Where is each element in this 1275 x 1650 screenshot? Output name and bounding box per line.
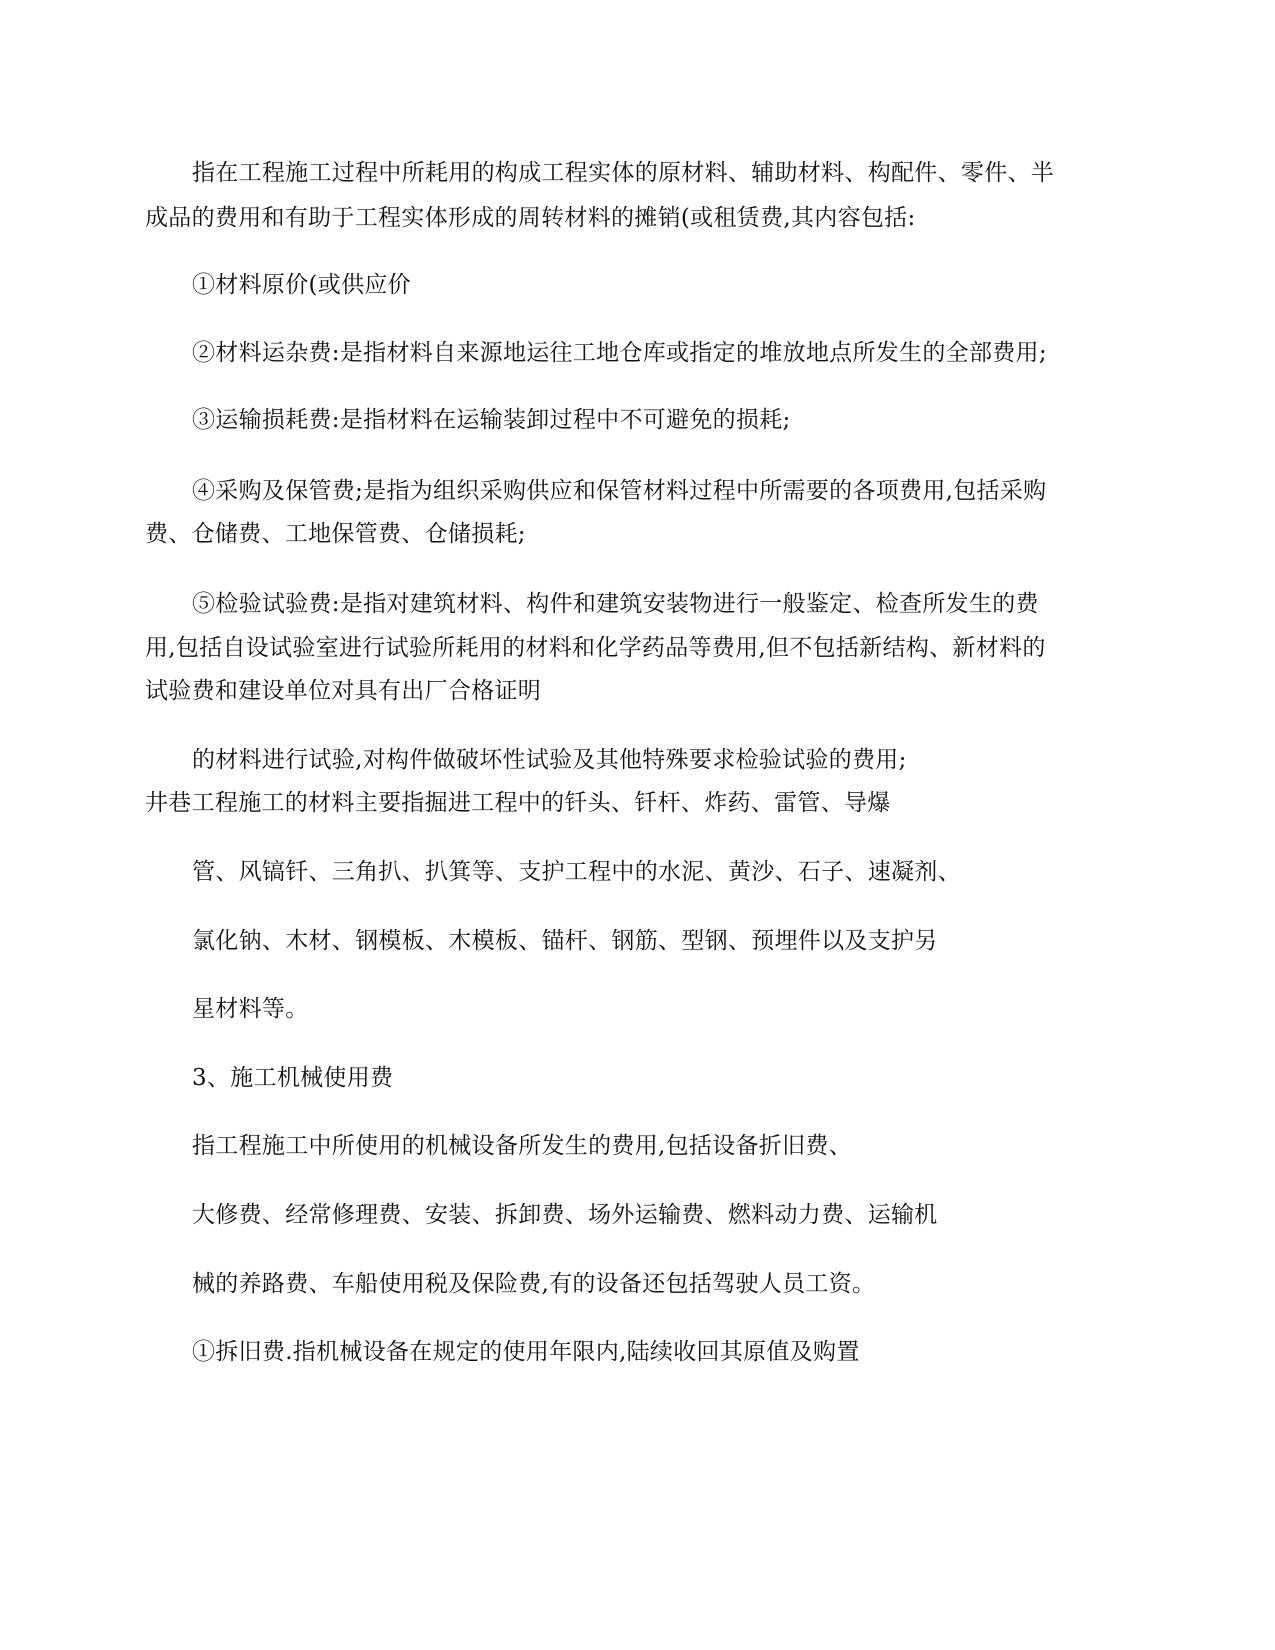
list-item-line: 试验费和建设单位对具有出厂合格证明 (145, 678, 542, 704)
paragraph-line: 的材料进行试验,对构件做破坏性试验及其他特殊要求检验试验的费用; (192, 747, 907, 773)
list-item-line: ②材料运杂费:是指材料自来源地运往工地仓库或指定的堆放地点所发生的全部费用; (192, 340, 1047, 366)
paragraph-line: 星材料等。 (192, 996, 309, 1022)
list-item-line: ①拆旧费.指机械设备在规定的使用年限内,陆续收回其原值及购置 (192, 1339, 860, 1365)
list-item-line: 费、仓储费、工地保管费、仓储损耗; (145, 521, 526, 547)
list-item-line: ⑤检验试验费:是指对建筑材料、构件和建筑安装物进行一般鉴定、检查所发生的费 (192, 591, 1039, 617)
paragraph-line: 指在工程施工过程中所耗用的构成工程实体的原材料、辅助材料、构配件、零件、半 (192, 160, 1055, 186)
paragraph-line: 大修费、经常修理费、安装、拆卸费、场外运输费、燃料动力费、运输机 (192, 1202, 938, 1228)
list-item-line: ③运输损耗费:是指材料在运输装卸过程中不可避免的损耗; (192, 407, 791, 433)
list-item-line: 用,包括自设试验室进行试验所耗用的材料和化学药品等费用,但不包括新结构、新材料的 (145, 635, 1046, 661)
list-item-line: ④采购及保管费;是指为组织采购供应和保管材料过程中所需要的各项费用,包括采购 (192, 478, 1047, 504)
paragraph-line: 井巷工程施工的材料主要指掘进工程中的钎头、钎杆、炸药、雷管、导爆 (145, 790, 891, 816)
section-heading: 3、施工机械使用费 (192, 1065, 394, 1091)
paragraph-line: 械的养路费、车船使用税及保险费,有的设备还包括驾驶人员工资。 (192, 1271, 876, 1297)
paragraph-line: 管、风镐钎、三角扒、扒箕等、支护工程中的水泥、黄沙、石子、速凝剂、 (192, 859, 961, 885)
paragraph-line: 成品的费用和有助于工程实体形成的周转材料的摊销(或租赁费,其内容包括: (145, 205, 916, 231)
list-item-line: ①材料原价(或供应价 (192, 272, 411, 298)
paragraph-line: 氯化钠、木材、钢模板、木模板、锚杆、钢筋、型钢、预埋件以及支护另 (192, 928, 938, 954)
paragraph-line: 指工程施工中所使用的机械设备所发生的费用,包括设备折旧费、 (192, 1133, 853, 1159)
